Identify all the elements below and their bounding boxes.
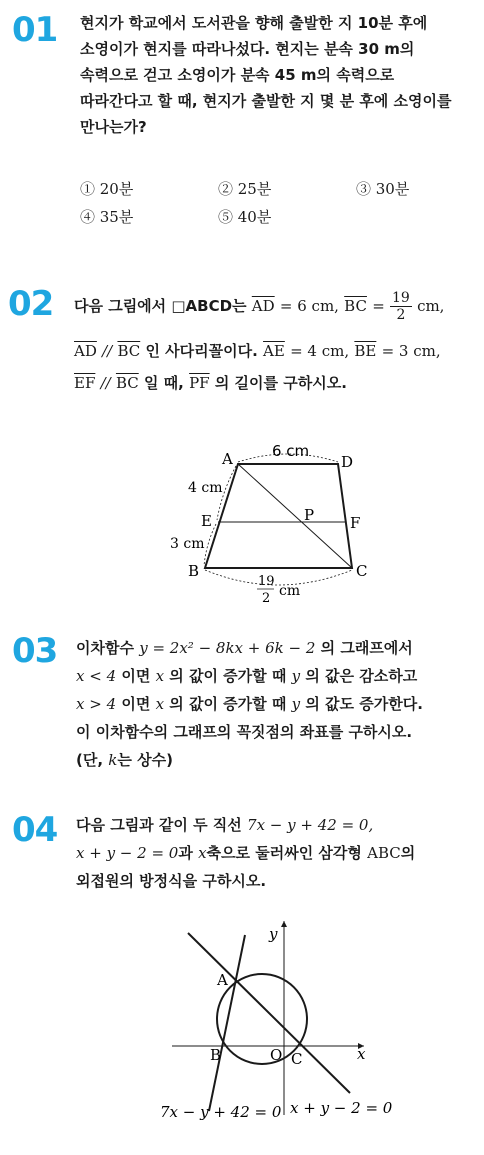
question-02-line-3 [74,370,347,396]
label-a: A [222,450,233,468]
dim-bottom-den: 2 [262,591,271,606]
q4-line2-mid: 과 [178,844,193,862]
q3-line1-post: 의 그래프에서 [320,639,413,657]
question-02-line-1 [74,290,444,323]
label-f: F [350,514,361,532]
q3-line-5 [76,746,480,774]
q4-line1-pre: 다음 그림과 같이 두 직선 [76,816,242,834]
question-03-text [76,634,480,774]
q3-k: k [108,751,118,769]
option-3[interactable]: ③ 30분 [356,180,410,198]
seg-ae-value: = 4 cm, [290,342,350,360]
seg-ef: $\overline{EF}$ [74,374,96,392]
trapezoid-abcd [205,464,352,568]
label-d: D [341,453,354,471]
q1-line: 만나는가? [80,118,147,136]
question-number-03: 03 [12,631,58,671]
dim-left-bot-label: 3 cm [170,536,205,552]
seg-ad-2: $\overline{AD}$ [74,342,97,360]
dim-bottom-num: 19 [258,574,275,589]
q3-line2-post3: 의 값은 감소하고 [305,667,418,685]
q3-line-3 [76,690,480,718]
q3-y-2: y [291,695,301,713]
q3-line-2 [76,662,480,690]
seg-ad-value: = 6 cm, [279,297,339,315]
dim-left-bot [204,524,216,566]
dim-bottom-unit: cm [279,583,301,599]
dim-left-top-label: 4 cm [188,480,223,496]
axis-label-y: y [269,925,278,943]
q3-line3-post3: 의 값도 증가한다. [305,695,423,713]
seg-bc-eq: = [372,297,385,315]
fraction-19-2 [390,290,412,323]
q1-line: 속력으로 걷고 소영이가 분속 45 m의 속력으로 [80,66,395,84]
point-a: A [217,971,228,989]
q1-line: 따라간다고 할 때, 현지가 출발한 지 몇 분 후에 소영이를 [80,92,452,110]
question-04-text [76,811,480,895]
question-number-02: 02 [8,284,54,324]
q4-line-2 [76,839,480,867]
seg-bc: $\overline{BC}$ [344,297,367,315]
trapezoid-figure [0,440,484,610]
frac-num: 19 [392,290,410,306]
q4-line-3: 외접원의 방정식을 구하시오. [76,872,267,890]
q1-line: 소영이가 현지를 따라나섰다. 현지는 분속 30 m의 [80,40,415,58]
option-5[interactable]: ⑤ 40분 [218,208,272,226]
seg-pf: $\overline{PF}$ [189,374,210,392]
line-x-y-2 [188,933,350,1093]
q4-line-1 [76,811,480,839]
seg-bc-unit: cm, [417,297,445,315]
dim-top-label: 6 cm [272,442,310,460]
q4-line2-post: 축으로 둘러싸인 삼각형 [206,844,362,862]
q3-line-4: 이 이차함수의 그래프의 꼭짓점의 좌표를 구하시오. [76,723,413,741]
parallel-symbol: // [102,342,113,360]
seg-bc-2: $\overline{BC}$ [117,342,141,360]
line-7x-y-42 [209,935,245,1111]
q2-line1-pre: 다음 그림에서 □ABCD는 [74,297,247,315]
q2-line3-end: 의 길이를 구하시오. [214,374,347,392]
q3-function: y = 2x² − 8kx + 6k − 2 [139,639,316,657]
seg-be-value: = 3 cm, [381,342,441,360]
q3-line3-post2: 의 값이 증가할 때 [169,695,287,713]
q2-line3-mid: 일 때, [143,374,184,392]
seg-ae: $\overline{AE}$ [263,342,285,360]
q4-line-eq-2: x + y − 2 = 0 [76,844,179,862]
q3-line3-post: 이면 [121,695,151,713]
coordinate-figure [0,915,484,1145]
q3-line1-pre: 이차함수 [76,639,134,657]
q3-line2-post: 이면 [121,667,151,685]
seg-bc-3: $\overline{BC}$ [115,374,139,392]
axis-label-x: x [357,1045,366,1063]
frac-den: 2 [396,307,406,323]
q4-abc: ABC [367,844,401,862]
question-number-01: 01 [12,10,58,50]
parallel-symbol-2: // [100,374,111,392]
q3-line5-post: 는 상수) [117,751,173,769]
q3-line-1 [76,634,480,662]
q4-line-eq-1: 7x − y + 42 = 0, [247,816,374,834]
question-number-04: 04 [12,810,58,850]
label-c: C [356,562,368,580]
point-b: B [210,1046,222,1064]
label-p: P [304,506,315,524]
option-1[interactable]: ① 20분 [80,180,134,198]
point-c: C [291,1050,303,1068]
q3-line5-pre: (단, [76,751,104,769]
q3-cond-2: x > 4 [76,695,117,713]
origin-o: O [270,1046,283,1064]
seg-be: $\overline{BE}$ [354,342,377,360]
equation-label-2: x + y − 2 = 0 [290,1099,393,1117]
q4-x: x [198,844,207,862]
seg-ad: $\overline{AD}$ [251,297,275,315]
option-2[interactable]: ② 25분 [218,180,272,198]
q3-x-2: x [155,695,165,713]
q3-y: y [291,667,301,685]
question-01-text [80,10,480,140]
q1-line: 현지가 학교에서 도서관을 향해 출발한 지 10분 후에 [80,14,428,32]
q3-line2-post2: 의 값이 증가할 때 [169,667,287,685]
question-02-line-2 [74,338,441,364]
equation-label-1: 7x − y + 42 = 0 [160,1103,282,1121]
label-e: E [201,512,212,530]
diagonal-ac [238,464,352,568]
q3-x: x [155,667,165,685]
label-b: B [188,562,200,580]
q2-line2-mid: 인 사다리꼴이다. [145,342,258,360]
q3-cond-1: x < 4 [76,667,117,685]
q4-line2-end: 의 [400,844,416,862]
option-4[interactable]: ④ 35분 [80,208,134,226]
